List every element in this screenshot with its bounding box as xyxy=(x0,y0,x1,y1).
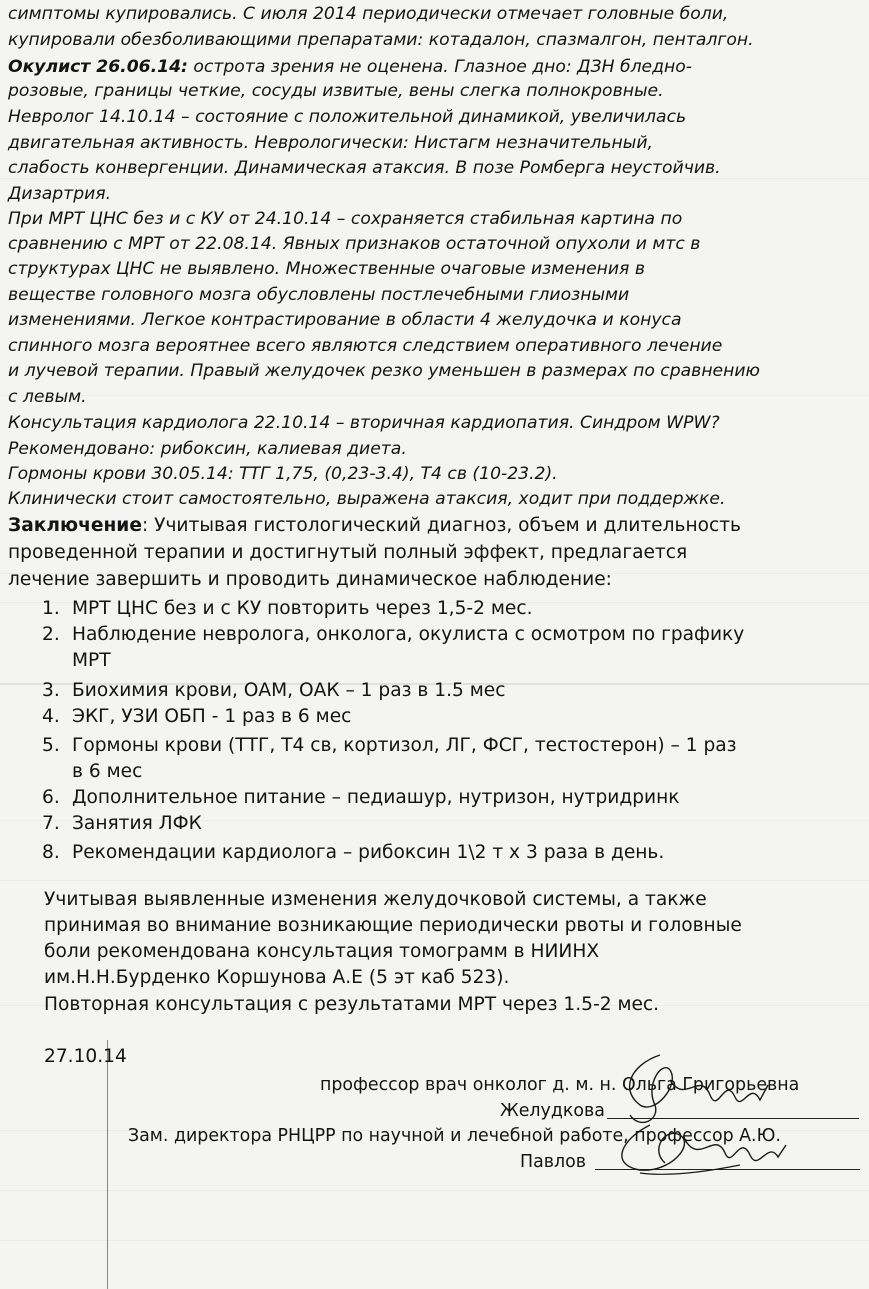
list-item-number: 1. xyxy=(42,598,60,619)
list-item-text: ЭКГ, УЗИ ОБП - 1 раз в 6 мес xyxy=(72,706,352,727)
oculist-label: Окулист 26.06.14: xyxy=(8,57,188,77)
list-item-number: 8. xyxy=(42,842,60,863)
consultation-note-line: им.Н.Н.Бурденко Коршунова А.Е (5 эт каб 523). xyxy=(44,967,510,988)
conclusion-line: лечение завершить и проводить динамическое наблюдение: xyxy=(8,569,612,590)
mri-line: с левым. xyxy=(8,387,87,407)
mri-line: При МРТ ЦНС без и с КУ от 24.10.14 – сохраняется стабильная картина по xyxy=(8,209,683,229)
list-item-number: 7. xyxy=(42,813,60,834)
list-item-text: МРТ ЦНС без и с КУ повторить через 1,5-2 мес. xyxy=(72,598,533,619)
document-date: 27.10.14 xyxy=(44,1046,127,1067)
list-item-text: Наблюдение невролога, онколога, окулиста с осмотром по графику xyxy=(72,624,745,645)
clinical-status-line: Клинически стоит самостоятельно, выражена атаксия, ходит при поддержке. xyxy=(8,489,726,509)
mri-line: веществе головного мозга обусловлены постлечебными глиозными xyxy=(8,285,630,305)
oculist-line xyxy=(8,55,868,79)
list-item xyxy=(8,785,868,811)
consultation-note-line: принимая во внимание возникающие периодически рвоты и головные xyxy=(44,915,742,936)
list-item xyxy=(8,811,868,837)
neurologist-line: Невролог 14.10.14 – состояние с положительной динамикой, увеличилась xyxy=(8,107,687,127)
recommendations-list xyxy=(8,596,868,866)
list-item-text: МРТ xyxy=(72,650,111,671)
consultation-note-line: Учитывая выявленные изменения желудочковой системы, а также xyxy=(44,889,707,910)
mri-line: изменениями. Легкое контрастирование в области 4 желудочка и конуса xyxy=(8,310,682,330)
neurologist-line: слабость конвергенции. Динамическая атаксия. В позе Ромберга неустойчив. xyxy=(8,158,721,178)
signatory-name: Павлов xyxy=(520,1152,586,1172)
list-item-text: Занятия ЛФК xyxy=(72,813,202,834)
list-item xyxy=(8,622,868,674)
list-item-text: Биохимия крови, ОАМ, ОАК – 1 раз в 1.5 мес xyxy=(72,680,506,701)
signatory-name: Желудкова xyxy=(500,1101,605,1121)
cardiology-line: Консультация кардиолога 22.10.14 – вторичная кардиопатия. Синдром WPW? xyxy=(8,413,720,433)
list-item xyxy=(8,678,868,704)
signatory-title: Зам. директора РНЦРР по научной и лечебной работе, профессор А.Ю. xyxy=(128,1126,781,1146)
list-item xyxy=(8,596,868,622)
hormones-line: Гормоны крови 30.05.14: ТТГ 1,75, (0,23-3.4), Т4 св (10-23.2). xyxy=(8,464,558,484)
mri-line: структурах ЦНС не выявлено. Множественные очаговые изменения в xyxy=(8,259,645,279)
list-item-text: Дополнительное питание – педиашур, нутризон, нутридринк xyxy=(72,787,680,808)
anamnesis-line: купировали обезболивающими препаратами: котадалон, спазмалгон, пенталгон. xyxy=(8,30,754,50)
conclusion-text: : Учитывая гистологический диагноз, объем и длительность xyxy=(141,515,742,536)
mri-line: и лучевой терапии. Правый желудочек резко уменьшен в размерах по сравнению xyxy=(8,361,761,381)
mri-line: спинного мозга вероятнее всего являются следствием оперативного лечение xyxy=(8,336,723,356)
list-item-text: Гормоны крови (ТТГ, Т4 св, кортизол, ЛГ, ФСГ, тестостерон) – 1 раз xyxy=(72,735,737,756)
oculist-line: розовые, границы четкие, сосуды извитые, вены слегка полнокровные. xyxy=(8,81,664,101)
list-item xyxy=(8,840,868,866)
anamnesis-line: симптомы купировались. С июля 2014 периодически отмечает головные боли, xyxy=(8,4,729,24)
conclusion-label: Заключение xyxy=(8,515,142,536)
conclusion-line: проведенной терапии и достигнутый полный эффект, предлагается xyxy=(8,542,688,563)
consultation-note-line: Повторная консультация с результатами МРТ через 1.5-2 мес. xyxy=(44,994,660,1015)
list-item-number: 3. xyxy=(42,680,60,701)
list-item-number: 4. xyxy=(42,706,60,727)
list-item-text: в 6 мес xyxy=(72,761,143,782)
list-item-number: 2. xyxy=(42,624,60,645)
handwritten-signature xyxy=(600,1045,800,1185)
signatory-title: профессор врач онколог д. м. н. Ольга Григорьевна xyxy=(320,1075,800,1095)
list-item-text: Рекомендации кардиолога – рибоксин 1\2 т х 3 раза в день. xyxy=(72,842,665,863)
margin-mark xyxy=(107,1040,108,1289)
cardiology-line: Рекомендовано: рибоксин, калиевая диета. xyxy=(8,439,407,459)
neurologist-line: двигательная активность. Неврологически: Нистагм незначительный, xyxy=(8,133,653,153)
neurologist-line: Дизартрия. xyxy=(8,184,112,204)
list-item xyxy=(8,733,868,785)
consultation-note-line: боли рекомендована консультация томограмм в НИИНХ xyxy=(44,941,600,962)
oculist-text: острота зрения не оценена. Глазное дно: ДЗН бледно- xyxy=(187,57,692,77)
list-item xyxy=(8,704,868,730)
conclusion-line xyxy=(8,513,868,539)
list-item-number: 6. xyxy=(42,787,60,808)
list-item-number: 5. xyxy=(42,735,60,756)
mri-line: сравнению с МРТ от 22.08.14. Явных признаков остаточной опухоли и мтс в xyxy=(8,234,701,254)
